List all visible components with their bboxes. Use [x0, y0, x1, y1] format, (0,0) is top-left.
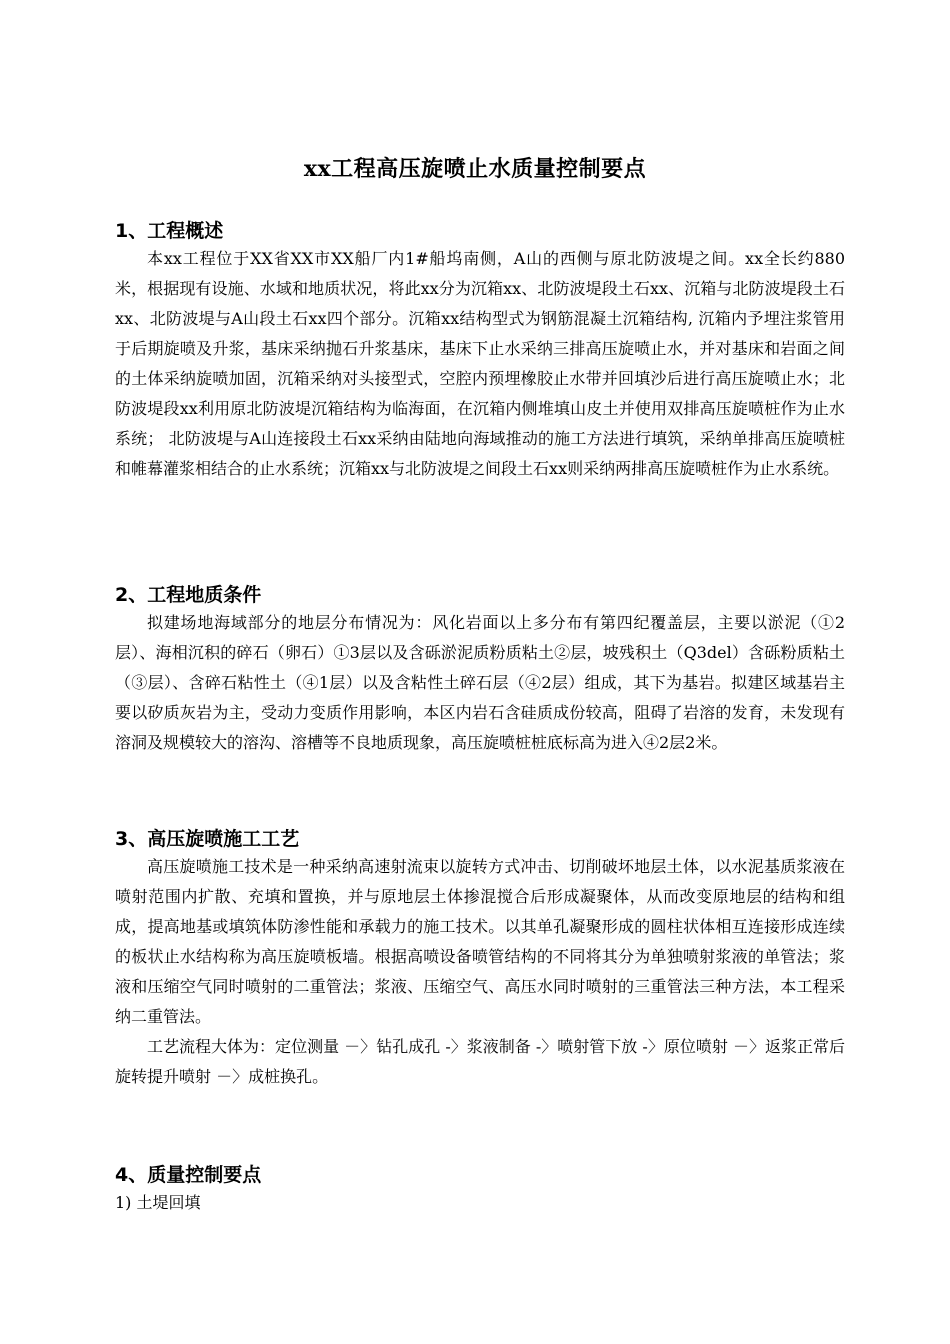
section-heading-quality: 4、质量控制要点	[115, 1164, 262, 1186]
process-flow-paragraph: 工艺流程大体为：定位测量 －〉钻孔成孔 -〉浆液制备 -〉喷射管下放 -〉原位喷射 －〉返浆正常后旋转提升喷射 －〉成桩换孔。	[115, 1037, 845, 1086]
list-item: 1) 土堤回填	[115, 1193, 201, 1212]
section-process	[115, 826, 845, 1092]
section-heading-process: 3、高压旋喷施工工艺	[115, 828, 300, 850]
document-title: xx工程高压旋喷止水质量控制要点	[303, 156, 647, 182]
section-geology	[115, 582, 845, 758]
section-quality	[115, 1162, 845, 1218]
geology-paragraph: 拟建场地海域部分的地层分布情况为：风化岩面以上多分布有第四纪覆盖层，主要以淤泥（①2层）、海相沉积的碎石（卵石）①3层以及含砾淤泥质粉质粘土②层，坡残积土（Q3del）含砾粉质粘土（③层）、含碎石粘性土（④1层）以及含粘性土碎石层（④2层）组成，其下为基岩。拟建区域基岩主要以矽质灰岩为主，受动力变质作用影响，本区内岩石含硅质成份较高，阻碍了岩溶的发育，未发现有溶洞及规模较大的溶沟、溶槽等不良地质现象，高压旋喷桩桩底标高为进入④2层2米。	[115, 613, 845, 752]
section-heading-overview: 1、工程概述	[115, 220, 224, 242]
overview-paragraph: 本xx工程位于XX省XX市XX船厂内1#船坞南侧，A山的西侧与原北防波堤之间。xx全长约880米，根据现有设施、水域和地质状况，将此xx分为沉箱xx、北防波堤段土石xx、沉箱与北防波堤段土石xx、北防波堤与A山段土石xx四个部分。沉箱xx结构型式为钢筋混凝土沉箱结构, 沉箱内予埋注浆管用于后期旋喷及升浆，基床采纳抛石升浆基床，基床下止水采纳三排高压旋喷止水，并对基床和岩面之间的土体采纳旋喷加固，沉箱采纳对头接型式，空腔内预埋橡胶止水带并回填沙后进行高压旋喷止水；北防波堤段xx利用原北防波堤沉箱结构为临海面，在沉箱内侧堆填山皮土并使用双排高压旋喷桩作为止水系统； 北防波堤与A山连接段土石xx采纳由陆地向海域推动的施工方法进行填筑，采纳单排高压旋喷桩和帷幕灌浆相结合的止水系统；沉箱xx与北防波堤之间段土石xx则采纳两排高压旋喷桩作为止水系统。	[115, 249, 845, 478]
process-paragraph: 高压旋喷施工技术是一种采纳高速射流束以旋转方式冲击、切削破坏地层土体，以水泥基质浆液在喷射范围内扩散、充填和置换，并与原地层土体掺混搅合后形成凝聚体，从而改变原地层的结构和组成，提高地基或填筑体防渗性能和承载力的施工技术。以其单孔凝聚形成的圆柱状体相互连接形成连续的板状止水结构称为高压旋喷板墙。根据高喷设备喷管结构的不同将其分为单独喷射浆液的单管法；浆液和压缩空气同时喷射的二重管法；浆液、压缩空气、高压水同时喷射的三重管法三种方法，本工程采纳二重管法。	[115, 857, 845, 1026]
section-overview	[115, 218, 845, 484]
section-heading-geology: 2、工程地质条件	[115, 584, 262, 606]
